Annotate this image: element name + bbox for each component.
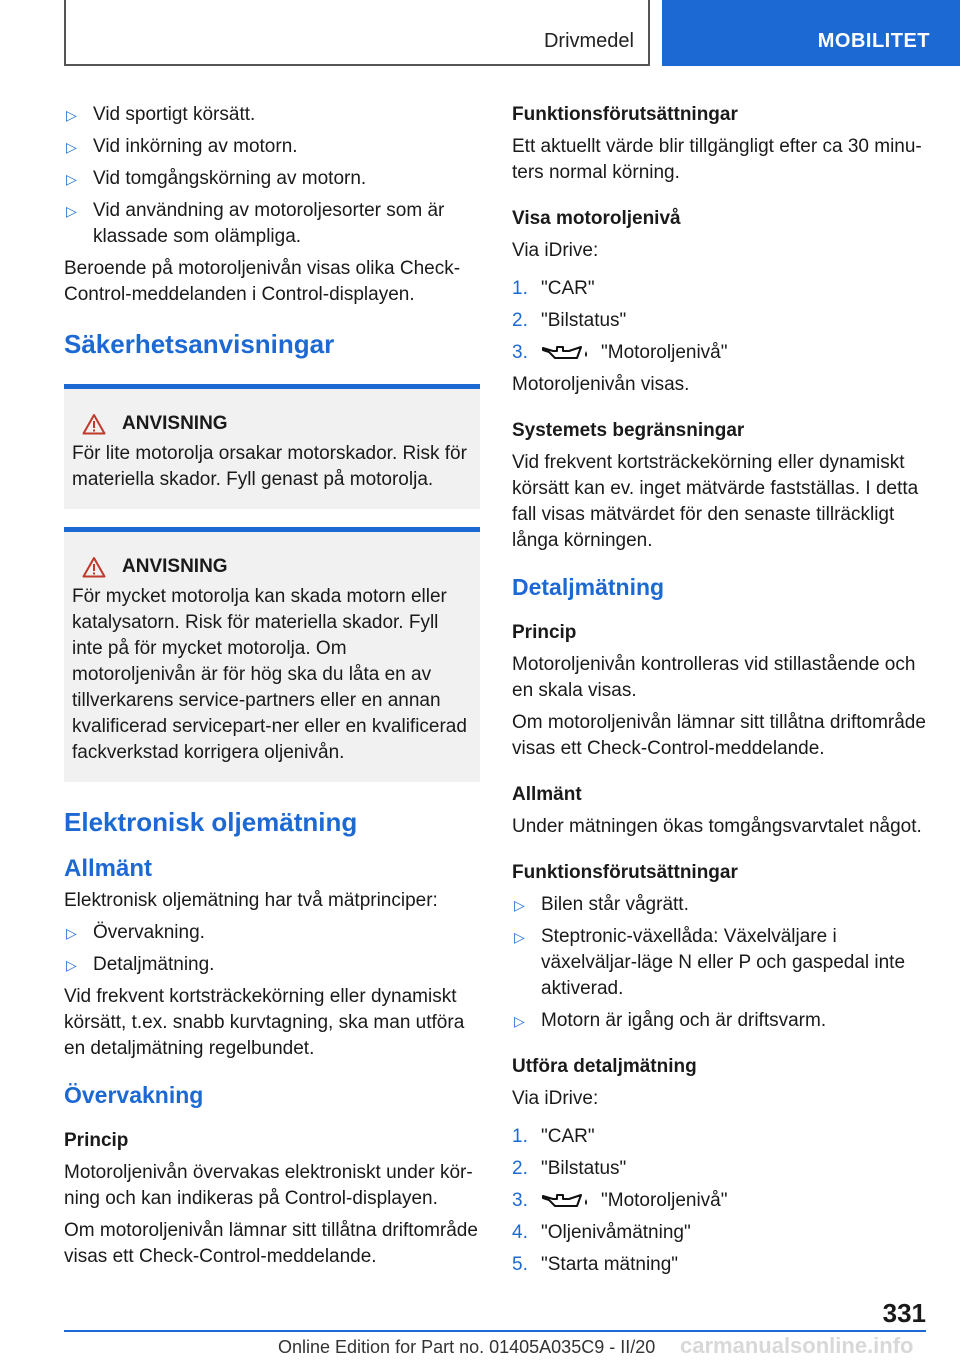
list-item <box>64 920 480 946</box>
triangle-bullet-icon: ▷ <box>514 1013 525 1029</box>
paragraph: Om motoroljenivån lämnar sitt tillåtna driftområde visas ett Check-Control-meddelande. <box>512 712 926 759</box>
paragraph: Under mätningen ökas tomgångsvarvtalet något. <box>512 816 922 837</box>
label-requirements: Funktionsförutsättningar <box>512 862 738 883</box>
label-principle: Princip <box>512 622 577 643</box>
triangle-bullet-icon: ▷ <box>66 957 77 973</box>
bullet-list-requirements <box>512 892 932 1034</box>
header-chapter: Drivmedel <box>543 30 634 52</box>
list-item-text: Vid inkörning av motorn. <box>93 136 298 157</box>
list-item-text: Detaljmätning. <box>93 954 215 975</box>
list-item <box>64 952 480 978</box>
left-column <box>64 102 480 1276</box>
list-item <box>512 1008 932 1034</box>
list-item-text: Steptronic-växellåda: Växelväljare i växelväljar-läge N eller P och gaspedal inte aktiverad. <box>541 926 906 999</box>
list-item <box>512 892 932 918</box>
paragraph: Via iDrive: <box>512 1088 599 1109</box>
step-item <box>512 1124 932 1150</box>
step-list-perform <box>512 1124 932 1278</box>
triangle-bullet-icon: ▷ <box>66 925 77 941</box>
list-item-text: Vid användning av motoroljesorter som är klassade som olämpliga. <box>93 200 445 247</box>
paragraph: Motoroljenivån visas. <box>512 374 690 395</box>
bullet-list-conditions <box>64 102 480 250</box>
step-text: "Motoroljenivå" <box>601 1190 728 1211</box>
page-number: 331 <box>882 1298 926 1328</box>
paragraph: Vid frekvent kortsträckekörning eller dynamiskt körsätt, t.ex. snabb kurvtagning, ska man utföra en detaljmätning regelbundet. <box>64 986 465 1059</box>
footer-watermark: carmanualsonline.info <box>680 1333 914 1358</box>
triangle-bullet-icon: ▷ <box>66 139 77 155</box>
step-text: "Bilstatus" <box>541 1158 627 1179</box>
label-perform-measurement: Utföra detaljmätning <box>512 1056 697 1077</box>
notice-text: För mycket motorolja kan skada motorn eller katalysatorn. Risk för materiella skador. Fyll inte på för mycket motorolja. Om motoroljenivån är för hög ska du låta en av tillverkarens service-partners eller en annan kvalificerad servicepart-ner eller en kvalificerad fackverkstad korrigera oljenivån. <box>72 586 467 763</box>
bullet-list-principles <box>64 920 480 978</box>
step-item <box>512 276 932 302</box>
step-item <box>512 1220 932 1246</box>
list-item-text: Vid tomgångskörning av motorn. <box>93 168 367 189</box>
step-item <box>512 340 932 366</box>
step-text: "Bilstatus" <box>541 310 627 331</box>
list-item-text: Övervakning. <box>93 922 205 943</box>
heading-electronic-oil: Elektronisk oljemätning <box>64 807 358 837</box>
oil-can-icon <box>541 1190 593 1212</box>
triangle-bullet-icon: ▷ <box>66 203 77 219</box>
paragraph: Elektronisk oljemätning har två mätprinciper: <box>64 890 438 911</box>
header-section-box <box>662 0 960 66</box>
step-item <box>512 1188 932 1214</box>
list-item-text: Motorn är igång och är driftsvarm. <box>541 1010 827 1031</box>
heading-monitoring: Övervakning <box>64 1082 204 1108</box>
label-principle: Princip <box>64 1130 129 1151</box>
list-item <box>64 102 480 128</box>
notice-title-text: ANVISNING <box>122 413 228 434</box>
paragraph: Motoroljenivån kontrolleras vid stillastående och en skala visas. <box>512 654 916 701</box>
header-section: MOBILITET <box>817 30 930 52</box>
warning-triangle-icon <box>82 413 106 435</box>
list-item <box>64 134 480 160</box>
step-number: 2. <box>512 310 528 331</box>
paragraph: Om motoroljenivån lämnar sitt tillåtna driftområde visas ett Check-Control-meddelande. <box>64 1220 478 1267</box>
oil-can-icon <box>541 342 593 364</box>
label-system-limits: Systemets begränsningar <box>512 420 745 441</box>
notice-box <box>64 384 480 509</box>
right-column <box>512 102 932 1284</box>
footer-edition: Online Edition for Part no. 01405A035C9 - II/20 <box>278 1337 656 1357</box>
list-item-text: Bilen står vågrätt. <box>541 894 689 915</box>
header-chapter-box <box>64 0 650 66</box>
list-item <box>512 924 932 1002</box>
step-item <box>512 1156 932 1182</box>
paragraph: Ett aktuellt värde blir tillgängligt efter ca 30 minu-ters normal körning. <box>512 136 922 183</box>
step-text: "Starta mätning" <box>541 1254 679 1275</box>
list-item-text: Vid sportigt körsätt. <box>93 104 256 125</box>
step-number: 1. <box>512 1126 528 1147</box>
triangle-bullet-icon: ▷ <box>514 897 525 913</box>
step-text: "CAR" <box>541 1126 595 1147</box>
label-requirements: Funktionsförutsättningar <box>512 104 738 125</box>
step-number: 1. <box>512 278 528 299</box>
notice-box <box>64 527 480 782</box>
heading-detail-measurement: Detaljmätning <box>512 574 665 600</box>
step-number: 3. <box>512 342 528 363</box>
step-text: "Oljenivåmätning" <box>541 1222 691 1243</box>
step-item <box>512 1252 932 1278</box>
notice-text: För lite motorolja orsakar motorskador. Risk för materiella skador. Fyll genast på motorolja. <box>72 443 467 490</box>
step-number: 5. <box>512 1254 528 1275</box>
notice-title-text: ANVISNING <box>122 556 228 577</box>
paragraph: Via iDrive: <box>512 240 599 261</box>
triangle-bullet-icon: ▷ <box>514 929 525 945</box>
step-list-show <box>512 276 932 366</box>
heading-safety: Säkerhetsanvisningar <box>64 329 335 359</box>
step-number: 3. <box>512 1190 528 1211</box>
step-text: "Motoroljenivå" <box>601 342 728 363</box>
footer-divider <box>64 1330 926 1332</box>
paragraph: Vid frekvent kortsträckekörning eller dynamiskt körsätt kan ev. inget mätvärde fastställas. I detta fall visas mätvärdet för den senaste tillräckligt långa körningen. <box>512 452 919 551</box>
heading-general: Allmänt <box>64 855 153 882</box>
step-number: 4. <box>512 1222 528 1243</box>
step-text: "CAR" <box>541 278 595 299</box>
step-item <box>512 308 932 334</box>
triangle-bullet-icon: ▷ <box>66 171 77 187</box>
paragraph: Motoroljenivån övervakas elektroniskt under kör-ning och kan indikeras på Control-displayen. <box>64 1162 473 1209</box>
paragraph: Beroende på motoroljenivån visas olika Check-Control-meddelanden i Control-displayen. <box>64 258 461 305</box>
warning-triangle-icon <box>82 556 106 578</box>
list-item <box>64 166 480 192</box>
notice-title <box>72 411 472 437</box>
label-show-oil-level: Visa motoroljenivå <box>512 208 681 229</box>
notice-title <box>72 554 472 580</box>
triangle-bullet-icon: ▷ <box>66 107 77 123</box>
list-item <box>64 198 480 250</box>
label-general: Allmänt <box>512 784 582 805</box>
step-number: 2. <box>512 1158 528 1179</box>
